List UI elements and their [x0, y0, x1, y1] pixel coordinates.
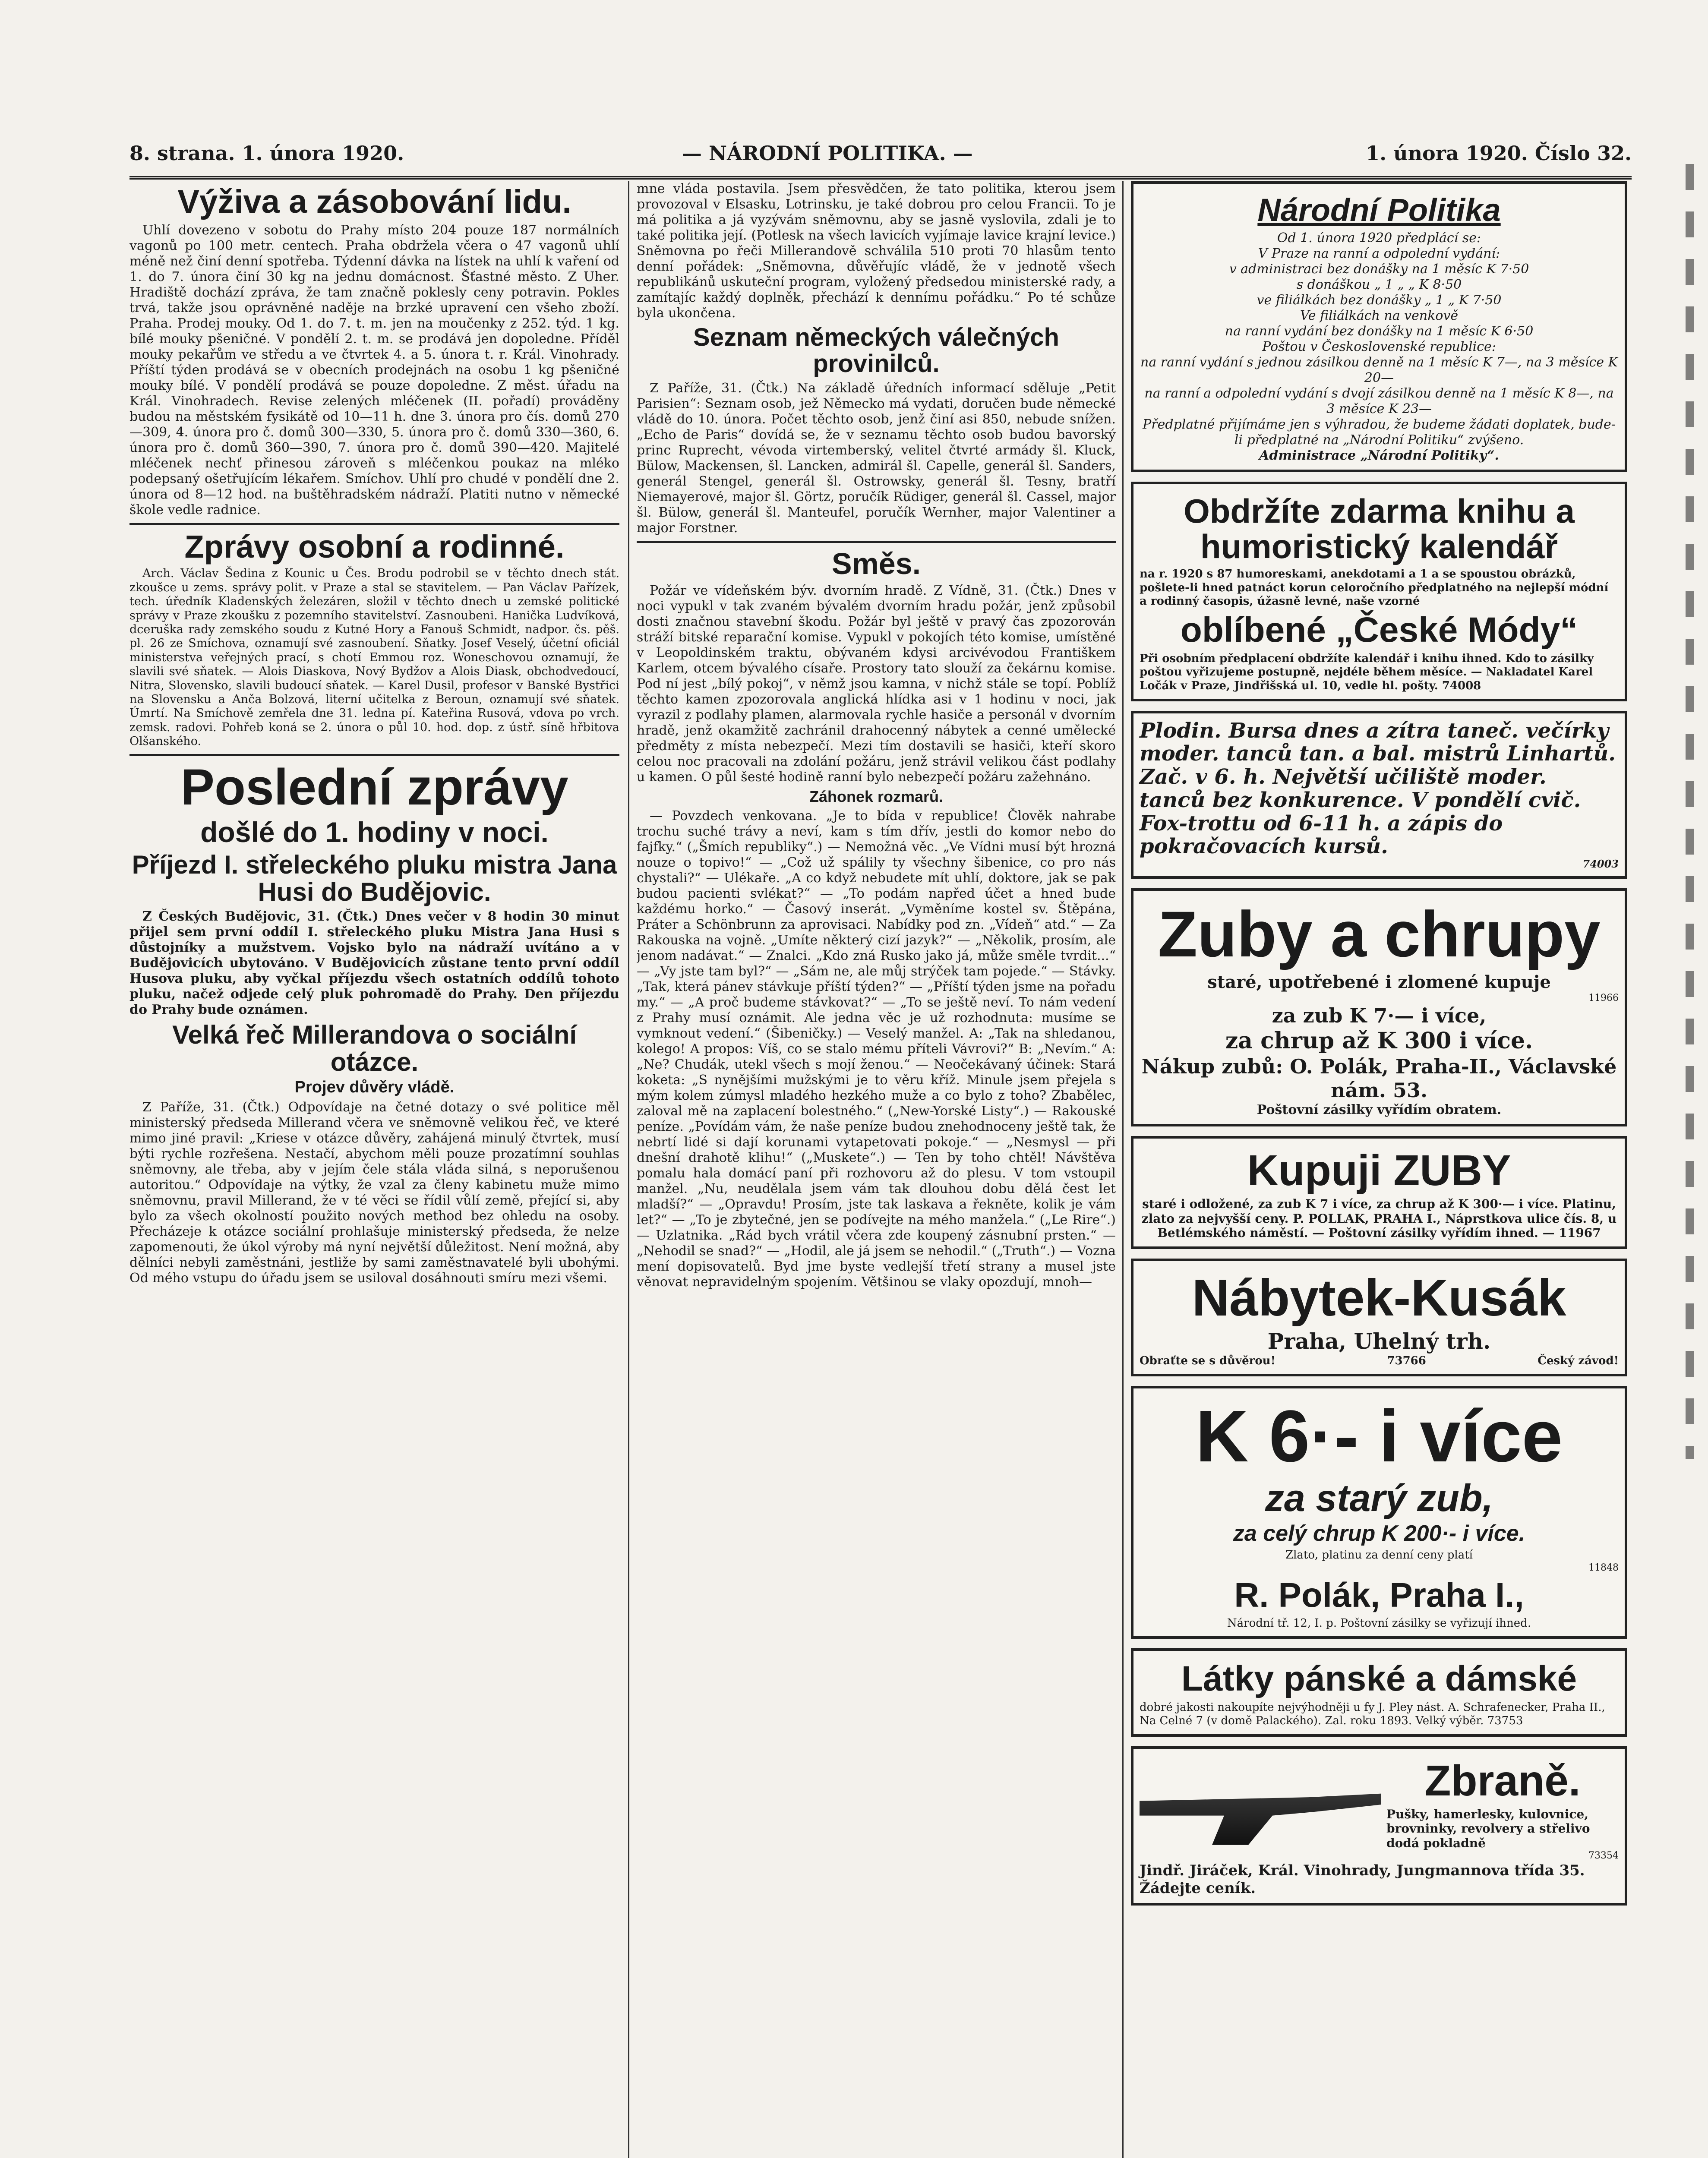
ad-line: Předplatné přijímáme jen s výhradou, že budeme žádati doplatek, bude-li předplatné na „Národní Politiku“ zvýšeno. — [1143, 416, 1616, 448]
article-text: Z Paříže, 31. (Čtk.) Odpovídaje na četné dotazy o své politice měl ministerský předseda Millerand včera ve sněmovně velikou řeč, ve které mimo jiné pravil: „Kriese v otázce důvěry, zahájená minulý čtvrtek, musí býti rychle rozřešena. Nestačí, abychom měli pouze prozatímní souhlas sněmovny, ale třeba, aby v jejím čele stála vláda silná, s neporušenou autoritou.“ Odpovídaje na výtky, že vzal za členy kabinetu muže mimo sněmovnu, pravil Millerand, že v té věci se řídil vůlí země, přející si, aby bylo za všech okolností použito nových method bez ohledu na osoby. Přecházeje k otázce sociální prohlašuje ministerský předseda, že nelze zapomenouti, že úkol výroby má nyní největší důležitost. Není možná, aby dělníci nebyli zaměstnáni, jestliže by sami zaměstnavatelé byli ubohými. Od mého vstupu do úřadu jsem se usiloval dosáhnouti smíru mezi všemi. — [129, 1099, 619, 1286]
ad-title: Národní Politika — [1257, 192, 1501, 228]
article-text: — Povzdech venkovana. „Je to bída v republice! Člověk nahrabe trochu suché trávy a neví, kam s tím dřív, jestli do komor nebo do fajfky.“ („Šmích republiky“.) — Nemožná věc. „Ve Vídni musí být hrozná nouze o topivo!“ — „Což už spálily ty všechny šibenice, co pro nás chystali?“ — Ulékaře. „A co když nebudete mít uhlí, doktore, jak se pak budou pacienti svlékat?“ — „To podám napřed účet a hned bude každému horko.“ — Časový inserát. „Vyměníme kostel sv. Štěpána, Práter a Schönbrunn za aprovisaci. Nabídky pod zn. „Vídeň“ atd.“ — Za Rakouska na vojně. „Umíte některý cizí jazyk?“ — „Několik, prosím, ale jenom nadávat.“ — Znalci. „Kdo zná Rusko jako já, může směle tvrdit...“ — „Vy jste tam byl?“ — „Sám ne, ale můj strýček tam pojede.“ — Stávky. „Tak, která pánev stávkuje příští týden?“ — „Příští týden jsme na pořadu my.“ — „A proč budeme stávkovat?“ — „To se ještě neví. To nám vedení z Prahy musí oznámit. Ale jedna věc je už rozhodnuta: musíme se vymknout vedení.“ (Šibeničky.) — Veselý manžel. A: „Tak na shledanou, kolego! A propos: Víš, co se stalo mému příteli Vávrovi?“ B: „Nevím.“ A: „Ne? Chudák, utekl všech s mojí ženou.“ — Neočekávaný účinek: Stará koketa: „S nynějšími mužskými je to věru kříž. Minule jsem přejela s mým kolem zúmysl mladého hezkého muže a co bylo z toho? Zbabělec, zaloval mě na zaplacení bolestného.“ („New-Yorské Listy“.) — Rakouské peníze. „Povídám vám, že naše peníze budou znehodnoceny ještě tak, že nebrtí lidé si dají korunami vytapetovati pokoje.“ — „Nesmysl — při dnešní drahotě klihu!“ („Muskete“.) — Ten by toho chtěl! Návštěva pomalu hala domácí paní při rozhovoru až do plesu. V tom vstoupil manžel. „Nu, neudělala jsem vám tak dlouhou dobu dělá čest let mladší?“ — „Opravdu! Prosím, jste tak laskava a řekněte, kolik je vám let?“ — „To je zbytečné, jen se podívejte na mého manžela.“ („Le Rire“.) — Uzlatnika. „Rád bych vrátil včera zde koupený zásnubní prsten.“ — „Nehodil se snad?“ — „Hodil, ale já jsem se nehodil.“ („Truth“.) — Vozna mení dopisovatelů. Byd jme byste vedlejší třetí strany a musel jste věnovat nepravidelným spojením. Většinou se vlaky opozdují, mnoh— — [637, 808, 1116, 1290]
ad-line: V Praze na ranní a odpolední vydání: — [1258, 246, 1500, 261]
ad-title: Zuby a chrupy — [1158, 898, 1601, 971]
furniture-ad — [1131, 1259, 1627, 1376]
divider — [129, 523, 619, 525]
column-1 — [129, 181, 619, 2158]
article-title: Velká řeč Millerandova o sociální otázce. — [172, 1020, 577, 1076]
gold-teeth-ad — [1131, 1386, 1627, 1639]
article-text: Z Paříže, 31. (Čtk.) Na základě úředních informací sděluje „Petit Parisien“: Seznam osob, jež Německo má vydati, doručen bude německé vládě do 10. února. Počet těchto osob, jenž činí asi 850, nebude snížen. „Echo de Paris“ dovídá se, že v seznamu těchto osob budou bavorský princ Ruprecht, vévoda virtemberský, velitel čtvrté armády šl. Kluck, Bülow, Mackensen, šl. Lancken, admirál šl. Capelle, generál šl. Sanders, generál Stengel, generál šl. Ostrowsky, generál šl. Tesny, bratří Niemayerové, major šl. Görtz, poručík Rüdiger, generál šl. Cassel, major šl. Bülow, generál šl. Manteufel, poručík Wernher, major Valentiner a major Forstner. — [637, 380, 1116, 536]
headline: Poslední zprávy — [180, 758, 568, 816]
article-text: Uhlí dovezeno v sobotu do Prahy místo 204 pouze 187 normálních vagonů po 100 metr. centech. Praha obdržela včera o 47 vagonů uhlí méně než činí denní spotřeba. Týdenní dávka na lístek na uhlí k vaření od 1. do 7. února činí 30 kg na jednu domácnost. Šťastné město. Z Uher. Hradiště dochází zpráva, že tam značně poklesly ceny potravin. Pokles trvá, takže jsou oprávněné naděje na brzké upravení cen všeho zboží. Praha. Prodej mouky. Od 1. do 7. t. m. jen na moučenky z 252. týd. 1 kg. bílé mouky pšeničné. V pondělí 2. t. m. se prodává jen dopoledne. Příděl mouky pekařům ve středu a ve čtvrtek 4. a 5. února t. r. Král. Vinohrady. Příští týden prodává se v obecních prodejnách na osobu 1 kg pšeničné mouky bílé. V pondělí prodává se pouze dopoledne. Z měst. úřadu na Král. Vinohradech. Revise zelených mléčenek (II. pořadí) prováděny budou na městském fysikátě od 10—11 h. dne 3. února pro čís. domů 270—309, 4. února pro č. domů 300—330, 5. února pro č. domů 330—360, 6. února pro č. domů 360—390, 7. února pro č. domů 390—420. Majitelé mléčenek nechť přinesou zároveň s mléčenkou poukaz na mléko podepsaný ošetřujícím lékařem. Smíchov. Uhlí pro chudé v pondělí dne 2. února od 8—12 hod. na buštěhradském nádraží. Platiti nutno v německé škole vedle radnice. — [129, 222, 619, 517]
article-text: Arch. Václav Šedina z Kounic u Čes. Brodu podrobil se v těchto dnech stát. zkoušce u zems. správy polit. v Praze a stal se stavitelem. — Pan Václav Pařízek, tech. úředník Kladenských železáren, složil v těchto dnech u zemské politické správy v Praze zkoušku z pozemního stavitelství. Zasnoubeni. Hanička Ludvíková, dceruška rady zemského soudu z Kutné Hory a Fanouš Schmidt, nadpor. čs. pěš. pl. 26 ze Smíchova, oznamují své zasnoubení. Sňatky. Josef Veselý, účetní oficiál ministerstva veřejných prací, s chotí Emmou roz. Woneschovou oznamují, že slavili své sňatek. — Alois Diaskova, Nový Bydžov a Alois Diask, obchodvedoucí, Nitra, Slovensko, slavili budoucí sňatek. — Karel Dusil, profesor v Banské Bystřici na Slovensku a Anča Bolzová, literní učitelka z Beroun, oznamují své sňatek. Úmrtí. Na Smíchově zemřela dne 31. ledna pí. Kateřina Rusová, vdova po vrch. zemsk. radovi. Pohřeb koná se 2. února o půl 10. hod. dop. z ústř. síně hřbitova Olšanského. — [129, 567, 619, 748]
headline-sub: došlé do 1. hodiny v noci. — [200, 816, 549, 849]
article-title: Seznam německých válečných provinilců. — [693, 323, 1059, 378]
ad-footer-row — [1140, 1354, 1619, 1368]
ad-title: Zbraně. — [1424, 1756, 1581, 1805]
ad-line: za chrup až K 300 i více. — [1225, 1028, 1533, 1054]
ad-number: 73354 — [1588, 1850, 1619, 1861]
section-title: Směs. — [831, 546, 921, 581]
page-header — [129, 137, 1632, 180]
ad-line: za zub K 7·— i více, — [1272, 1003, 1487, 1027]
ad-line: Nákup zubů: O. Polák, Praha-II., Václavské nám. 53. — [1141, 1054, 1617, 1102]
ad-title: Látky pánské a dámské — [1181, 1659, 1577, 1699]
ad-line: Zlato, platinu za denní ceny platí — [1285, 1549, 1473, 1562]
column-rule — [628, 181, 629, 2158]
divider — [129, 754, 619, 756]
ad-title: Nábytek-Kusák — [1192, 1268, 1566, 1327]
ad-text: Plodin. Bursa dnes a zítra taneč. večírky moder. tanců tan. a bal. mistrů Linhartů. Zač. v 6. h. Největší učiliště moder. tanců bez konkurence. V pondělí cvič. Fox-trottu od 6-11 h. a zápis do pokračovacích kursů. — [1140, 718, 1616, 859]
header-left: 8. strana. 1. února 1920. — [129, 142, 404, 165]
ad-line: Český závod! — [1538, 1354, 1619, 1367]
header-right: 1. února 1920. Číslo 32. — [1366, 142, 1632, 165]
article-text: mne vláda postavila. Jsem přesvědčen, že tato politika, kterou jsem provozoval v Elsasku, Lotrinsku, je také dobrou pro celou Francii. To je má politika a já vyzývám sněmovnu, aby se jasně vyslovila, zdali je to také politika její. (Potlesk na všech lavicích vyjímaje lavice krajní levice.) Sněmovna po řeči Millerandově schválila 510 proti 70 hlasům tento denní pořádek: „Sněmovna, důvěřujíc vládě, že v jednotě všech republikánů uskuteční program, vyložený předsedou ministerské rady, a zamítajíc každý doplněk, přechází k dennímu pořádku.“ Po té schůze byla ukončena. — [637, 181, 1116, 321]
ad-line: R. Polák, Praha I., — [1234, 1575, 1524, 1614]
article-text: Požár ve vídeňském býv. dvorním hradě. Z Vídně, 31. (Čtk.) Dnes v noci vypukl v tak zvaném bývalém dvorním hradu požár, jenž způsobil dosti značnou stavební škodu. Požár byl ještě v pravý čas zpozorován stráží bitské reparační komise. Vypukl v pokojích této komise, umístěné v Leopoldinském traktu, obývaném kdysi arcivévodou Františkem Karlem, otcem bývalého císaře. Prostory tato slouží za čekárnu komise. Pod ní jest „bílý pokoj“, v němž jsou kamna, v nichž stále se topí. Poblíž těchto kamen zpozorovala anglická hlídka asi v 1 hodinu v noci, jak vyrazil z podlahy plamen, alarmovala rychle hasiče a personál v dvorním hradě, jenž okamžitě zachránil drahocenný nábytek a cenné umělecké předměty z místa nebezpečí. Mezi tím dostavili se hasiči, kteří skoro celou noc pracovali na zdolání požáru, jenž strávil velikou část podlahy u kamen. O půl šesté hodině ranní bylo nebezpečí požáru zažehnáno. — [637, 583, 1116, 785]
ad-text: dobré jakosti nakoupíte nejvýhodněji u fy J. Pley nást. A. Schrafenecker, Praha II., Na Celné 7 (v domě Palackého). Zal. roku 1893. Velký výběr. 73753 — [1140, 1701, 1605, 1728]
section-title: Zprávy osobní a rodinné. — [184, 528, 565, 565]
ad-text: staré i odložené, za zub K 7 i více, za chrup až K 300·— i více. Platinu, zlato za nejvyšší ceny. P. POLLAK, PRAHA I., Náprstkova ulice čís. 8, u Betlémského náměstí. — Poštovní zásilky vyřídím ihned. — 11967 — [1141, 1196, 1617, 1240]
ad-title: Obdržíte zdarma knihu a humoristický kalendář — [1184, 492, 1575, 565]
ad-line: Od 1. února 1920 předplácí se: — [1277, 230, 1481, 246]
article-title: Příjezd I. střeleckého pluku mistra Jana Husi do Budějovic. — [132, 850, 617, 906]
ad-line: Ve filiálkách na venkově — [1300, 308, 1459, 323]
ad-footer: Při osobním předplacení obdržíte kalendář i knihu ihned. Kdo to zásilky poštou vyřizujeme postupně, nejdéle během měsíce. — Nakladatel Karel Ločák v Praze, Jindřišská ul. 10, vedle hl. pošty. 74008 — [1140, 652, 1594, 692]
calendar-ad — [1131, 482, 1627, 701]
article-title: Záhonek rozmarů. — [809, 788, 944, 806]
ad-line: staré, upotřebené i zlomené kupuje — [1207, 972, 1551, 992]
column-3-ads — [1131, 181, 1627, 2158]
ad-line: Praha, Uhelný trh. — [1267, 1328, 1491, 1354]
dance-school-ad — [1131, 711, 1627, 879]
ad-line: za celý chrup K 200·- i více. — [1233, 1521, 1525, 1546]
ad-line: v administraci bez donášky na 1 měsíc K 7·50 — [1229, 261, 1529, 277]
article-text: Z Českých Budějovic, 31. (Čtk.) Dnes večer v 8 hodin 30 minut přijel sem první oddíl I. střeleckého pluku Mistra Jana Husi s důstojníky a mužstvem. Vojsko bylo na nádraží uvítáno a v Budějovicích ubytováno. V Budějovicích zůstane tento první oddíl Husova pluku, aby vyčkal příjezdu všech ostatních oddílů tohoto pluku, načež odjede celý pluk pohromadě do Prahy. Den příjezdu do Prahy bude oznámen. — [129, 909, 619, 1017]
weapons-ad — [1131, 1746, 1627, 1906]
ad-line: za starý zub, — [1265, 1477, 1493, 1520]
ad-name: oblíbené „České Módy“ — [1180, 610, 1578, 650]
ad-line: na ranní vydání s jednou zásilkou denně na 1 měsíc K 7—, na 3 měsíce K 20— — [1140, 354, 1618, 385]
ad-footer: Jindř. Jiráček, Král. Vinohrady, Jungmannova třída 35. Žádejte ceník. — [1140, 1861, 1585, 1897]
ad-number: 11966 — [1588, 992, 1619, 1003]
ad-title: Kupuji ZUBY — [1247, 1146, 1511, 1195]
ad-line: Administrace „Národní Politiky“. — [1259, 448, 1499, 463]
torn-edge-strip — [1686, 164, 1694, 1459]
column-rule — [1122, 181, 1124, 2158]
article-subtitle: Projev důvěry vládě. — [294, 1078, 455, 1096]
ad-line: s donáškou „ 1 „ „ K 8·50 — [1296, 277, 1462, 292]
column-2 — [637, 181, 1116, 2158]
ad-text: na r. 1920 s 87 humoreskami, anekdotami a 1 a se spoustou obrázků, pošlete-li hned patnáct korun celoročního předplatného na nejlepší módní a rodinný časopis, úžasně levné, naše vzorné — [1140, 568, 1609, 608]
header-center: — NÁRODNÍ POLITIKA. — — [682, 142, 973, 165]
ad-line: Poštovní zásilky vyřídím obratem. — [1257, 1102, 1502, 1117]
weapons-ad-text — [1381, 1755, 1619, 1862]
ad-number: 74003 — [1582, 858, 1619, 871]
weapons-ad-body — [1140, 1755, 1619, 1862]
teeth-ad — [1131, 888, 1627, 1126]
section-title: Výživa a zásobování lidu. — [177, 183, 571, 220]
subscription-ad — [1131, 181, 1627, 472]
ad-line: Poštou v Československé republice: — [1262, 339, 1496, 354]
rifle-illustration — [1140, 1772, 1381, 1845]
ad-number: 73766 — [1387, 1354, 1426, 1367]
ad-line: na ranní a odpolední vydání s dvojí zásilkou denně na 1 měsíc K 8—, na 3 měsíce K 23— — [1144, 385, 1614, 416]
fabric-ad — [1131, 1648, 1627, 1736]
ad-text: Pušky, hamerlesky, kulovnice, brovninky, revolvery a střelivo dodá pokladně — [1386, 1807, 1590, 1850]
ad-line: Obraťte se s důvěrou! — [1140, 1354, 1275, 1367]
ad-line: Národní tř. 12, I. p. Poštovní zásilky se vyřizují ihned. — [1227, 1616, 1531, 1630]
ad-line: ve filiálkách bez donášky „ 1 „ K 7·50 — [1257, 292, 1502, 308]
ad-title: K 6·- i více — [1195, 1395, 1563, 1477]
teeth-buying-ad — [1131, 1136, 1627, 1249]
divider — [637, 541, 1116, 543]
ad-line: na ranní vydání bez donášky na 1 měsíc K 6·50 — [1225, 323, 1534, 339]
ad-number: 11848 — [1588, 1562, 1619, 1573]
